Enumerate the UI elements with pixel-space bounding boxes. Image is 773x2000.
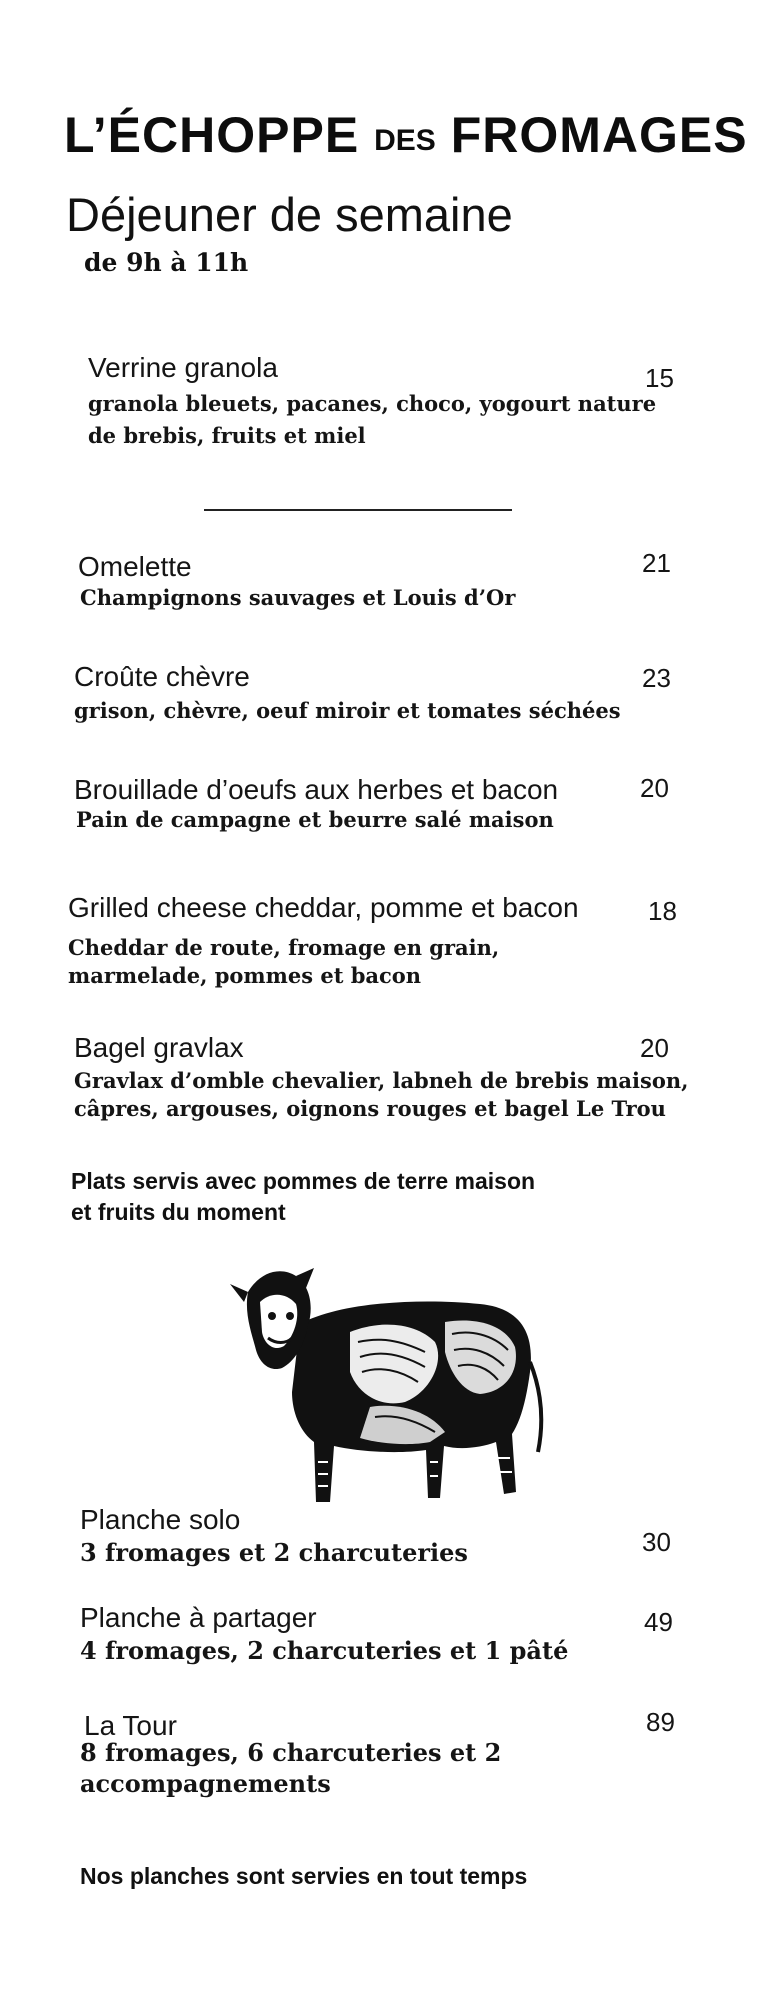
menu-item-name: Verrine granola [88,352,278,383]
brand-part-2: DES [374,124,436,157]
board-price: 49 [644,1607,673,1637]
board-price: 89 [646,1707,675,1737]
menu-item-name: Brouillade d’oeufs aux herbes et bacon [74,774,559,805]
board-desc: 4 fromages, 2 charcuteries et 1 pâté [80,1636,569,1665]
menu-item-desc: de brebis, fruits et miel [88,423,366,448]
menu-item-desc: câpres, argouses, oignons rouges et bagel Le Trou [74,1096,666,1121]
boards-note: Nos planches sont servies en tout temps [80,1863,528,1889]
plates-note: Plats servis avec pommes de terre maison [71,1168,536,1194]
menu-item-price: 20 [640,1033,669,1063]
menu-item-price: 20 [640,773,669,803]
menu-item-desc: Gravlax d’omble chevalier, labneh de brebis maison, [74,1068,689,1093]
board-name: Planche solo [80,1504,241,1535]
menu-item-price: 23 [642,663,671,693]
menu-item-desc: grison, chèvre, oeuf miroir et tomates séchées [74,698,621,723]
menu-item-desc: marmelade, pommes et bacon [68,963,422,988]
board-name: Planche à partager [80,1602,317,1633]
menu-item-name: Bagel gravlax [74,1032,244,1063]
page-title: Déjeuner de semaine [66,188,513,241]
brand-logo [64,100,748,170]
menu-item-name: Grilled cheese cheddar, pomme et bacon [68,892,579,923]
board-price: 30 [642,1527,671,1557]
menu-item-price: 18 [648,896,677,926]
menu-item-desc: Cheddar de route, fromage en grain, [68,935,500,960]
board-desc: 3 fromages et 2 charcuteries [80,1538,468,1567]
divider [204,509,512,511]
menu-item-name: Croûte chèvre [74,661,250,692]
plates-note: et fruits du moment [71,1199,286,1225]
board-desc: accompagnements [80,1769,331,1798]
menu-item-desc: granola bleuets, pacanes, choco, yogourt nature [88,391,657,416]
menu-item-desc: Champignons sauvages et Louis d’Or [80,585,516,610]
board-name: La Tour [84,1710,177,1741]
menu-item-name: Omelette [78,551,192,582]
menu-item-desc: Pain de campagne et beurre salé maison [76,807,554,832]
board-desc: 8 fromages, 6 charcuteries et 2 [80,1738,502,1767]
brand-part-1: L’ÉCHOPPE [64,107,360,163]
brand-part-3: FROMAGES [450,107,748,163]
service-hours: de 9h à 11h [84,248,249,277]
menu-item-price: 21 [642,548,671,578]
cow-illustration-icon [230,1262,550,1542]
menu-item-price: 15 [645,363,674,393]
